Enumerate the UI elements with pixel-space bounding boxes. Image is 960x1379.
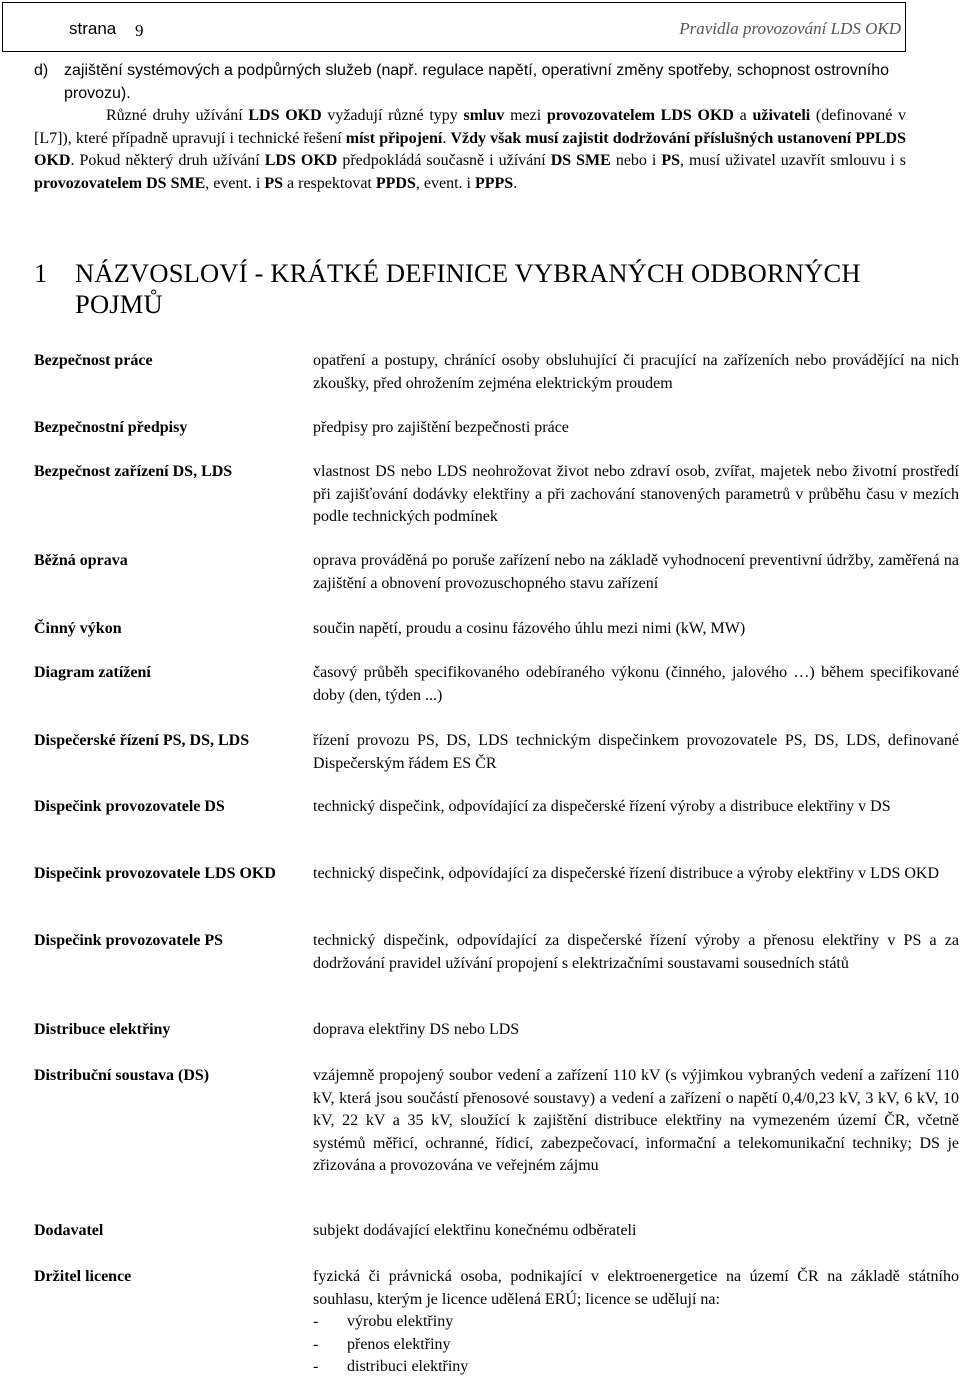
intro-run: a respektovat [283,174,376,192]
term-definition: předpisy pro zajištění bezpečnosti práce [313,419,569,436]
term-definition: časový průběh specifikovaného odebíraného výkonu (činného, jalového …) během specifikované doby (den, týden ...) [313,664,959,704]
intro-run: . [513,174,518,192]
page-number: 9 [135,21,144,40]
term-definition: vlastnost DS nebo LDS neohrožovat život nebo zdraví osob, zvířat, majetek nebo životní prostředí při zajišťování dodávky elektřiny a při zachování stanovených parametrů v průběhu času v mezích podle technických podmínek [313,463,959,525]
intro-run: , musí uživatel uzavřít smlouvu i s [680,152,907,169]
intro-run-bold: LDS OKD [248,107,322,124]
intro-run-bold: PS [264,174,284,192]
term-definition: technický dispečink, odpovídající za dispečerské řízení výroby a přenosu elektřiny v PS a za dodržování pravidel užívání propojení s elektrizačními soustavami sousedních států [313,932,959,972]
intro-run: nebo i [610,152,662,169]
term: Bezpečnost práce [34,352,153,369]
term: Dodavatel [34,1222,104,1239]
intro-run-bold: smluv [463,107,505,124]
term-definition: vzájemně propojený soubor vedení a zařízení 110 kV (s výjimkou vybraných vedení a zařízení 110 kV, která jsou součástí přenosové soustavy) a vedení a zařízení o napětí 0,4/0,23 kV, 3 kV, 6 kV, 10 kV, 22 kV a 35 kV, sloužící k zajištění distribuce elektřiny na vymezeném území ČR, včetně systémů měřicí, ochranné, řídicí, zabezpečovací, informační a telekomunikační techniky; DS je zřizována a provozována ve veřejném zájmu [313,1067,959,1174]
term: Běžná oprava [34,552,128,569]
intro-run-bold: provozovatelem DS SME [34,174,206,192]
term: Dispečerské řízení PS, DS, LDS [34,732,250,749]
list-item: - přenos elektřiny [313,1334,959,1357]
term-definition: opatření a postupy, chránící osoby obsluhující či pracující na zařízeních nebo provádějící na nich zkoušky, před ohrožením zejména elektrickým proudem [313,352,959,392]
intro-run-bold: LDS OKD [264,152,338,169]
intro-run: Různé druhy užívání [106,107,249,124]
term: Držitel licence [34,1268,132,1285]
list-item-label: d) [34,62,49,79]
intro-run-bold: PS [661,152,681,169]
intro-run-bold: uživateli [752,107,811,124]
intro-run: mezi [504,107,547,124]
intro-run-bold: DS SME [550,152,611,169]
document-title: Pravidla provozování LDS OKD [679,19,901,38]
page-header [2,2,906,52]
page-label: strana [69,19,117,38]
intro-run: . [442,129,451,147]
term: Dispečink provozovatele LDS OKD [34,865,276,882]
intro-run-bold: provozovatelem LDS OKD [546,107,734,124]
term: Diagram zatížení [34,664,151,681]
section-heading [34,258,894,320]
intro-run-bold: PPDS [375,174,416,192]
intro-run: , event. i [205,174,265,192]
list-item: - výrobu elektřiny [313,1311,959,1334]
intro-run-bold: míst připojení [345,129,443,147]
intro-run: vyžadují různé typy [321,107,464,124]
intro-run: (definované v [L7]), které případně upravují i technické řešení [34,107,907,147]
term: Dispečink provozovatele PS [34,932,224,949]
term-definition: oprava prováděná po poruše zařízení nebo na základě vyhodnocení preventivní údržby, zaměřená na zajištění a obnovení provozuschopného stavu zařízení [313,552,959,592]
intro-paragraph [34,105,906,195]
term: Činný výkon [34,620,122,637]
intro-run-bold: PPPS [474,174,514,192]
term: Dispečink provozovatele DS [34,798,225,815]
term: Bezpečnost zařízení DS, LDS [34,463,233,480]
term-definition: řízení provozu PS, DS, LDS technickým dispečinkem provozovatele PS, DS, LDS, definované Dispečerským řádem ES ČR [313,732,959,772]
term-definition: fyzická či právnická osoba, podnikající v elektroenergetice na území ČR na základě státního souhlasu, kterým je licence udělená ERÚ; licence se udělují na: [313,1268,959,1308]
intro-run: , event. i [415,174,475,192]
section-number: 1 [34,258,48,288]
term: Distribuční soustava (DS) [34,1067,210,1084]
list-item: - distribuci elektřiny [313,1356,959,1379]
intro-run: a [733,107,753,124]
intro-run: . Pokud některý druh užívání [70,152,265,169]
list-item-text: zajištění systémových a podpůrných služeb (např. regulace napětí, operativní změny spotřeby, schopnost ostrovního provozu). [64,62,890,102]
term: Bezpečnostní předpisy [34,419,188,436]
term-definition: subjekt dodávající elektřinu konečnému odběrateli [313,1222,637,1239]
intro-run: předpokládá současně i užívání [337,152,551,169]
term: Distribuce elektřiny [34,1021,171,1038]
term-definition: doprava elektřiny DS nebo LDS [313,1021,520,1038]
section-title: NÁZVOSLOVÍ - KRÁTKÉ DEFINICE VYBRANÝCH ODBORNÝCH POJMŮ [75,258,861,319]
term-definition: technický dispečink, odpovídající za dispečerské řízení výroby a distribuce elektřiny v DS [313,798,891,815]
term-definition: technický dispečink, odpovídající za dispečerské řízení distribuce a výroby elektřiny v LDS OKD [313,865,940,882]
intro-section [34,60,906,195]
licence-list [313,1311,959,1379]
term-definition-block [313,1266,959,1379]
intro-run-bold: Vždy však musí zajistit dodržování příslušných ustanovení PPLDS OKD [34,129,907,169]
term-definition: součin napětí, proudu a cosinu fázového úhlu mezi nimi (kW, MW) [313,620,746,637]
list-item-d [34,60,906,105]
